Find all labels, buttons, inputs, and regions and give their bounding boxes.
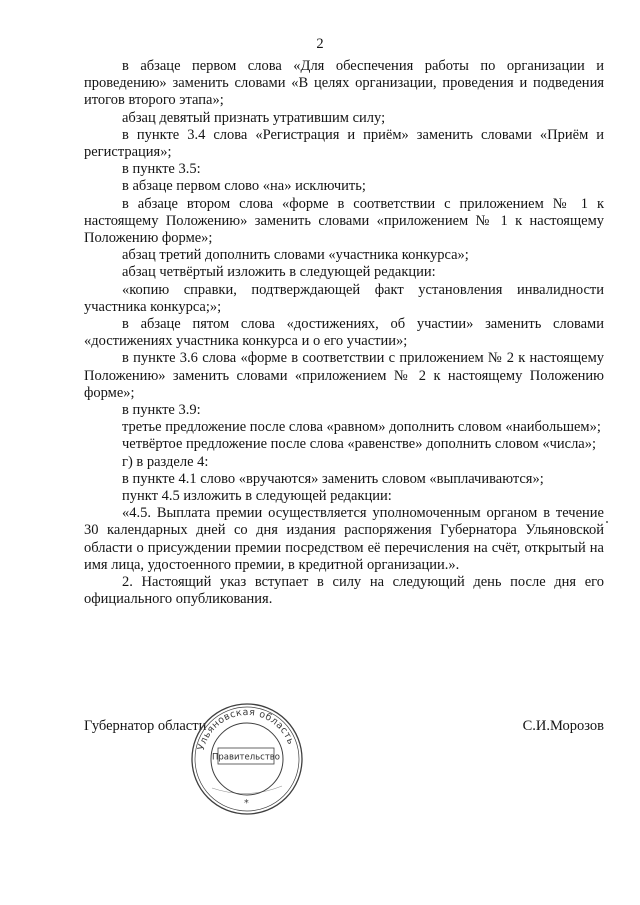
stamp-center-text: Правительство bbox=[212, 752, 280, 763]
document-body bbox=[84, 58, 604, 609]
paragraph-4: в пункте 3.5: bbox=[122, 161, 201, 178]
paragraph-16: в пункте 4.1 слово «вручаются» заменить словом «выплачиваются»; bbox=[122, 470, 544, 487]
paragraph-8: абзац четвёртый изложить в следующей редакции: bbox=[122, 264, 436, 281]
paragraph-2: абзац девятый признать утратившим силу; bbox=[122, 109, 386, 126]
paragraph-11: в пункте 3.6 слова «форме в соответствии с приложением № 2 к настоящему Положению» заменить словами «приложением № 2 к настоящему Положению форме»; bbox=[84, 350, 604, 401]
stamp-ring-text: Ульяновская область bbox=[195, 706, 297, 752]
paragraph-13: третье предложение после слова «равном» дополнить словом «наибольшем»; bbox=[122, 419, 601, 436]
paragraph-9: «копию справки, подтверждающей факт установления инвалидности участника конкурса;»; bbox=[84, 281, 604, 315]
paragraph-7: абзац третий дополнить словами «участника конкурса»; bbox=[122, 247, 469, 264]
paragraph-5: в абзаце первом слово «на» исключить; bbox=[122, 178, 366, 195]
paragraph-1: в абзаце первом слова «Для обеспечения работы по организации и проведению» заменить словами «В целях организации, проведения и подведения итогов второго этапа»; bbox=[84, 58, 604, 109]
paragraph-14: четвёртое предложение после слова «равенстве» дополнить словом «числа»; bbox=[122, 436, 597, 453]
paragraph-10: в абзаце пятом слова «достижениях, об участии» заменить словами «достижениях участника конкурса и о его участии»; bbox=[84, 316, 604, 350]
paragraph-12: в пункте 3.9: bbox=[122, 402, 201, 419]
paragraph-3: в пункте 3.4 слова «Регистрация и приём» заменить словами «Приём и регистрация»; bbox=[84, 126, 604, 161]
paragraph-18: «4.5. Выплата премии осуществляется уполномоченным органом в течение 30 календарных дней со дня издания распоряжения Губернатора Ульяновской области о присуждении премии посредством её перечисления на счёт, открытый на имя лица, удостоенного премии, в кредитной организации.». bbox=[84, 505, 604, 573]
signatory-name: С.И.Морозов bbox=[522, 718, 604, 734]
signatory-title: Губернатор области bbox=[84, 718, 207, 734]
paragraph-17: пункт 4.5 изложить в следующей редакции: bbox=[122, 488, 392, 505]
stamp-star-icon: * bbox=[244, 798, 250, 809]
page-number: 2 bbox=[316, 36, 324, 52]
paragraph-19: 2. Настоящий указ вступает в силу на следующий день после дня его официального опубликования. bbox=[84, 574, 604, 608]
paragraph-6: в абзаце втором слова «форме в соответствии с приложением № 1 к настоящему Положению» заменить словами «приложением № 1 к настоящему Положению форме»; bbox=[84, 195, 604, 247]
official-seal-stamp bbox=[188, 700, 306, 818]
scan-speck bbox=[606, 521, 608, 523]
paragraph-15: г) в разделе 4: bbox=[122, 453, 209, 470]
